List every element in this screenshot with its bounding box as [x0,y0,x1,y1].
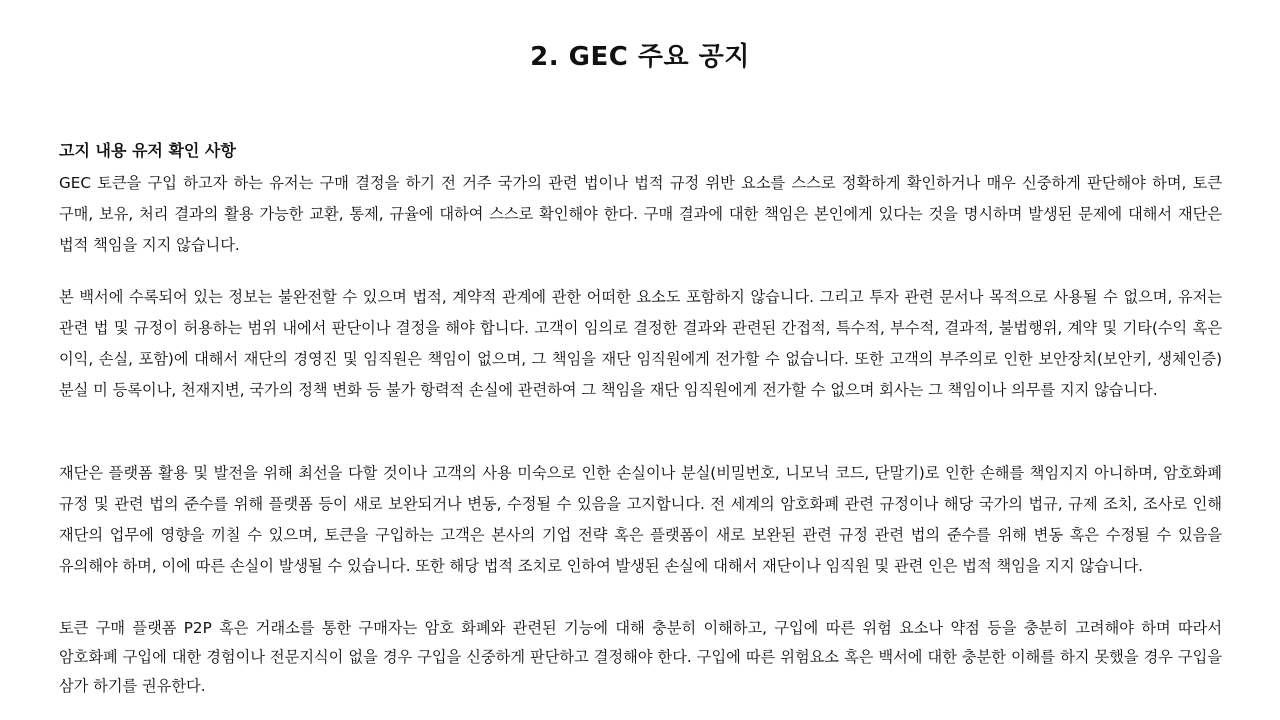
paragraph-purchase-caution: 토큰 구매 플랫폼 P2P 혹은 거래소를 통한 구매자는 암호 화폐와 관련된 기능에 대해 충분히 이해하고, 구입에 따른 위험 요소나 약점 등을 충분히 고려해야 하며 따라서 암호화폐 구입에 대한 경험이나 전문지식이 없을 경우 구입을 신중하게 판단하고 결정해야 한다. 구입에 따른 위험요소 혹은 백서에 대한 충분한 이해를 하지 못했을 경우 구입을 삼가 하기를 권유한다. [59,619,1222,695]
paragraph-platform-changes: 재단은 플랫폼 활용 및 발전을 위해 최선을 다할 것이나 고객의 사용 미숙으로 인한 손실이나 분실(비밀번호, 니모닉 코드, 단말기)로 인한 손해를 책임지지 아니하며, 암호화폐 규정 및 관련 법의 준수를 위해 플랫폼 등이 새로 보완되거나 변동, 수정될 수 있음을 고지합니다. 전 세계의 암호화폐 관련 규정이나 해당 국가의 법규, 규제 조치, 조사로 인해 재단의 업무에 영향을 끼칠 수 있으며, 토큰을 구입하는 고객은 본사의 기업 전략 혹은 플랫폼이 새로 보완된 관련 규정 관련 법의 준수를 위해 변동 혹은 수정될 수 있음을 유의해야 하며, 이에 따른 손실이 발생될 수 있습니다. 또한 해당 법적 조치로 인하여 발생된 손실에 대해서 재단이나 임직원 및 관련 인은 법적 책임을 지지 않습니다. [59,464,1222,575]
page-title: 2. GEC 주요 공지 [530,42,750,72]
paragraph-whitepaper-disclaimer: 본 백서에 수록되어 있는 정보는 불완전할 수 있으며 법적, 계약적 관계에 관한 어떠한 요소도 포함하지 않습니다. 그리고 투자 관련 문서나 목적으로 사용될 수 없으며, 유저는 관련 법 및 규정이 허용하는 범위 내에서 판단이나 결정을 해야 합니다. 고객이 임의로 결정한 결과와 관련된 간접적, 특수적, 부수적, 결과적, 불법행위, 계약 및 기타(수익 혹은 이익, 손실, 포함)에 대해서 재단의 경영진 및 임직원은 책임이 없으며, 그 책임을 재단 임직원에게 전가할 수 없습니다. 또한 고객의 부주의로 인한 보안장치(보안키, 생체인증) 분실 미 등록이나, 천재지변, 국가의 정책 변화 등 불가 항력적 손실에 관련하여 그 책임을 재단 임직원에게 전가할 수 없으며 회사는 그 책임이나 의무를 지지 않습니다. [59,288,1222,399]
section-heading: 고지 내용 유저 확인 사항 [59,141,236,160]
paragraph-user-responsibility: GEC 토큰을 구입 하고자 하는 유저는 구매 결정을 하기 전 거주 국가의 관련 법이나 법적 규정 위반 요소를 스스로 정확하게 확인하거나 매우 신중하게 판단해야 하며, 토큰 구매, 보유, 처리 결과의 활용 가능한 교환, 통제, 규율에 대하여 스스로 확인해야 한다. 구매 결과에 대한 책임은 본인에게 있다는 것을 명시하며 발생된 문제에 대해서 재단은 법적 책임을 지지 않습니다. [59,174,1222,254]
